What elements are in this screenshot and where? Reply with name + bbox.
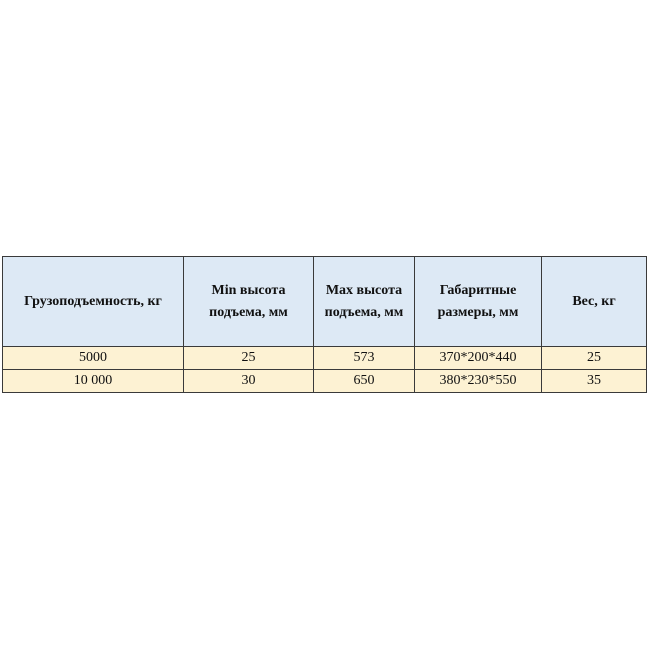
cell-max-height: 573 [314, 347, 415, 370]
cell-capacity: 10 000 [3, 370, 184, 393]
cell-min-height: 30 [184, 370, 314, 393]
spec-table [2, 256, 647, 393]
header-capacity: Грузоподъемность, кг [3, 257, 184, 347]
table-row [3, 347, 647, 370]
header-dimensions: Габаритные размеры, мм [415, 257, 542, 347]
cell-capacity: 5000 [3, 347, 184, 370]
table-body [3, 347, 647, 393]
cell-min-height: 25 [184, 347, 314, 370]
header-weight: Вес, кг [542, 257, 647, 347]
table-header [3, 257, 647, 347]
cell-dimensions: 370*200*440 [415, 347, 542, 370]
cell-max-height: 650 [314, 370, 415, 393]
cell-weight: 35 [542, 370, 647, 393]
cell-weight: 25 [542, 347, 647, 370]
table-row [3, 370, 647, 393]
header-max-height: Max высота подъема, мм [314, 257, 415, 347]
header-min-height: Min высота подъема, мм [184, 257, 314, 347]
cell-dimensions: 380*230*550 [415, 370, 542, 393]
header-row [3, 257, 647, 347]
